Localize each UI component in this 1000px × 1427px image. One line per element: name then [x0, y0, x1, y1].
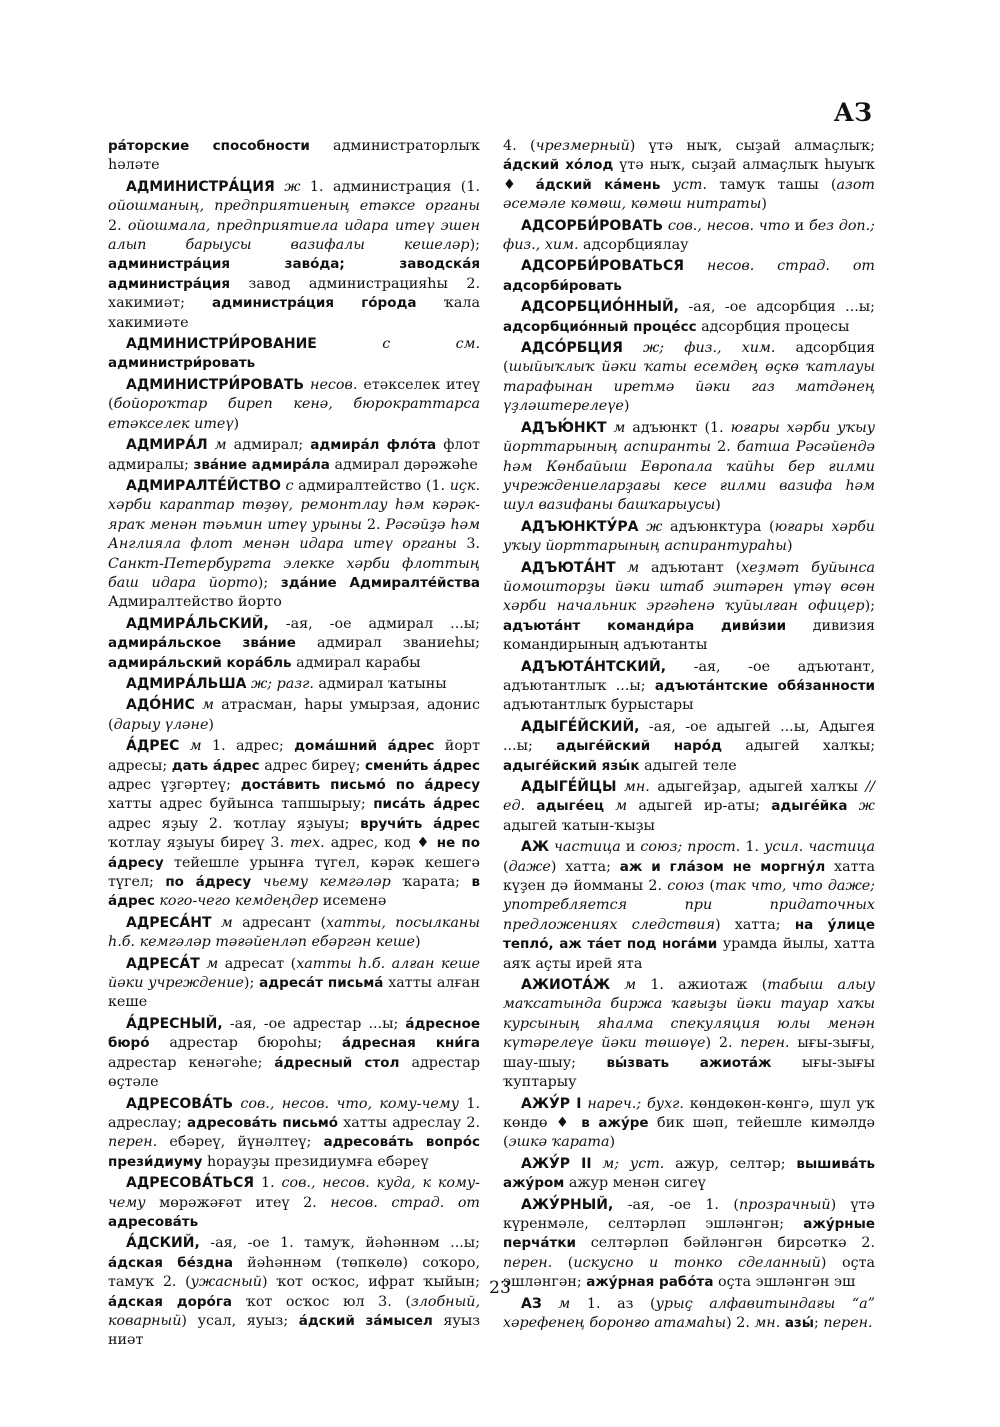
definition-text: 2.	[108, 217, 128, 234]
example-phrase: в ажу́ре	[581, 1114, 649, 1131]
definition-text: -ая, -ое 1. (	[613, 1196, 739, 1213]
definition-text: 2.	[711, 439, 737, 456]
italic-note: юғары хәрби уҡыу йорттарының аспиранты	[503, 419, 875, 456]
definition-text: 1.	[740, 839, 765, 856]
definition-text: -ая, -ое адрестар ...ы;	[222, 1015, 406, 1032]
example-phrase: ра́торские способности	[108, 138, 310, 154]
definition-text: 2.	[361, 516, 386, 533]
definition-text: 4. (	[503, 138, 536, 154]
headword: АДМИНИСТРИ́РОВАНИЕ	[126, 336, 317, 353]
example-phrase: азы́	[784, 1314, 814, 1331]
dictionary-entry	[108, 376, 480, 434]
definition-text: хатта күҙен дә йомманы 2.	[503, 858, 875, 895]
definition-text: 1. ажиотаж (	[636, 977, 768, 994]
italic-note: м	[199, 955, 219, 972]
dictionary-entry	[108, 914, 480, 953]
italic-note: азот әсемәле көмөш, көмөш нитраты	[503, 176, 875, 213]
definition-text: );	[257, 574, 281, 591]
italic-note: Санкт-Петербургта элекке хәрби флоттың баш идара йорто	[108, 555, 480, 591]
example-phrase: на у́лице тепло́, аж та́ет под нога́ми	[503, 916, 875, 953]
definition-text: адсорбция процесы	[696, 318, 850, 335]
italic-note: так что, что даже; употребляется при придаточных предложениях следствия	[503, 878, 875, 933]
italic-note: союз	[667, 878, 705, 895]
example-phrase: в а́дрес	[108, 874, 480, 910]
definition-text: оҫта эшләнгән эш	[713, 1274, 856, 1291]
dictionary-entry	[503, 339, 875, 417]
headword: АДЫГЕ́ЙСКИЙ,	[521, 718, 640, 735]
italic-note: ж; разг.	[246, 675, 314, 692]
example-phrase: адмира́льский кора́бль	[108, 654, 292, 671]
italic-note: несов. страд. от	[684, 258, 875, 275]
italic-note: ойошмала, предприятиела идара итеү эшен алып барыусы вазифалы кешеләр	[108, 217, 481, 254]
definition-text: адыгей ҡатын-ҡыҙы	[503, 817, 655, 834]
dictionary-entry	[108, 477, 480, 613]
headword: АДРЕСА́НТ	[126, 914, 212, 931]
italic-note: частица	[548, 839, 621, 856]
definition-text: адрес, код ♦	[324, 835, 437, 852]
left-column	[108, 137, 480, 1353]
definition-text: )	[761, 196, 767, 213]
example-phrase: смени́ть а́дрес	[365, 757, 480, 774]
dictionary-entry	[503, 257, 875, 296]
definition-text: ажур менән сигеү	[564, 1175, 706, 1192]
dictionary-entry	[108, 696, 480, 735]
italic-note: ужасный	[190, 1274, 263, 1291]
italic-note: Рәсәйҙә һәм Англияла флот менән идара итеү органы	[108, 516, 480, 553]
dictionary-entry	[503, 1155, 875, 1194]
italic-note: табыш алыу маҡсатында биржа ҡағыҙы йәки тауар хаҡы курсының яһалма спекуляция юлы менән күтәрелеүе йәки төшөүе	[503, 977, 876, 1052]
definition-text: и	[789, 217, 809, 234]
definition-text: -ая, -ое адъютант, адъютантлыҡ ...ы;	[503, 658, 875, 694]
italic-note: сов., несов. куда, к кому-чему	[108, 1175, 481, 1211]
headword: АДЪЮ́НКТ	[521, 419, 607, 436]
definition-text: );	[243, 975, 260, 992]
italic-note: союз; прост.	[640, 839, 741, 856]
definition-text: етәкселек итеү (	[108, 376, 481, 413]
definition-text: хатты адреслау 2.	[338, 1114, 480, 1131]
dictionary-entry	[108, 675, 480, 694]
definition-text: );	[469, 237, 480, 254]
definition-text: ажур, селтәр;	[664, 1155, 797, 1172]
italic-note: м	[207, 437, 227, 454]
definition-text: адресант (	[232, 914, 327, 931]
italic-note: ж; физ., хим.	[622, 340, 776, 357]
headword: АДМИРАЛТЕ́ЙСТВО	[126, 477, 281, 494]
definition-text: флот адмиралы;	[108, 437, 481, 473]
italic-note: несов. страд. от	[330, 1194, 480, 1211]
headword: АДРЕСОВА́ТЬСЯ	[126, 1175, 255, 1192]
italic-note: ж	[274, 178, 301, 195]
definition-text: ) усал, яуыз;	[181, 1312, 299, 1329]
italic-note: иҫк. хәрби караптар төҙөү, ремонтлау һәм кәрәк-яраҡ менән тәьмин итеү урыны	[108, 477, 480, 533]
definition-text: адъюнктура (	[662, 518, 775, 535]
definition-text: -ая, -ое 1. тамуҡ, йәһәннәм ...ы;	[199, 1235, 480, 1252]
dictionary-entry	[503, 419, 875, 516]
dictionary-entry	[503, 838, 875, 974]
dictionary-entry	[503, 559, 875, 656]
example-phrase: а́дский за́мысел	[298, 1312, 433, 1329]
definition-text: )	[786, 538, 793, 555]
definition-text: мөрәжәғәт итеү 2.	[145, 1194, 331, 1211]
definition-text: (	[704, 878, 715, 895]
dictionary-entry	[503, 217, 875, 256]
definition-text: яуыз ниәт	[108, 1312, 480, 1349]
italic-note: чьему кемгәләр	[251, 874, 391, 891]
headword: АЖ	[521, 839, 549, 856]
definition-text: адсорбция (	[503, 340, 875, 376]
definition-text: ығы-зығы, шау-шыу;	[503, 1035, 876, 1071]
italic-note: хатты, посылканы һ.б. кемгәләр тәғәйенләп ебәргән кеше	[108, 914, 480, 951]
italic-note: без доп.; физ., хим.	[503, 217, 875, 254]
headword: АДЪЮНКТУ́РА	[521, 518, 639, 535]
italic-note: перен.	[503, 1254, 553, 1271]
headword: АЖУ́Р II	[521, 1155, 592, 1172]
continued-entry	[108, 137, 480, 176]
headword: АЖИОТА́Ж	[521, 977, 611, 994]
definition-text: бик шәп, тейешле кимәлдә (	[503, 1114, 875, 1151]
italic-note: бойороҡтар биреп кенә, бюрократтарса етәкселек итеү	[108, 396, 480, 432]
italic-note: ойошманың, предприятиеның етәксе органы	[108, 198, 480, 215]
headword: АДСО́РБЦИЯ	[521, 340, 623, 357]
example-phrase: а́дский ка́мень	[535, 176, 661, 193]
example-phrase: адмира́л фло́та	[310, 437, 437, 454]
italic-note: сов., несов. что, кому-чему	[233, 1095, 460, 1112]
example-phrase: а́дресный стол	[274, 1054, 400, 1071]
dictionary-entry	[108, 1095, 480, 1173]
headword: АДМИРА́ЛЬСКИЙ,	[126, 615, 269, 632]
dictionary-entry	[108, 737, 480, 912]
example-phrase: не по а́дресу	[108, 835, 480, 871]
definition-text: адъюнкт (1.	[625, 419, 731, 436]
definition-text: хатты адрес буйынса тапшырыу;	[108, 796, 374, 813]
italic-note: нареч.; бухг.	[581, 1095, 684, 1112]
example-phrase: администри́ровать	[108, 355, 256, 372]
headword: АЖУ́Р I	[521, 1095, 582, 1112]
definition-text: адыгей ир-аты;	[627, 798, 772, 815]
example-phrase: адсорбцио́нный проце́сс	[503, 318, 697, 335]
dictionary-entry	[108, 955, 480, 1013]
italic-note: хатты һ.б. алған кеше йәки учреждение	[108, 955, 480, 992]
definition-text: адмирал ҡатыны	[313, 675, 447, 692]
definition-text: (	[503, 858, 509, 875]
italic-note: м	[615, 559, 640, 576]
definition-text: )	[715, 497, 721, 514]
headword: АДМИРА́Л	[126, 437, 208, 454]
example-phrase: зда́ние Адмиралте́йства	[280, 574, 480, 591]
dictionary-entry	[108, 615, 480, 673]
definition-text: -ая, -ое адмирал ...ы;	[268, 615, 480, 632]
page-number: 23	[489, 1278, 511, 1298]
example-phrase: по а́дресу	[165, 874, 252, 891]
italic-note: тех.	[290, 835, 325, 852]
headword: АДСОРБИ́РОВАТЬСЯ	[521, 258, 685, 275]
example-phrase: адыге́йка	[771, 798, 848, 815]
italic-note: ж	[847, 798, 876, 815]
example-phrase: писа́ть а́дрес	[373, 796, 480, 813]
dictionary-entry	[503, 718, 875, 776]
definition-text: адъютант (	[639, 559, 742, 576]
italic-note: юғары хәрби уҡыу йорттарының аспирантураһы	[503, 518, 875, 555]
example-phrase: доста́вить письмо́ по а́дресу	[240, 777, 481, 793]
example-phrase: адреса́т письма́	[259, 975, 384, 992]
example-phrase: зва́ние адмира́ла	[193, 456, 330, 473]
definition-text: исеменә	[318, 893, 387, 910]
definition-text: һорауҙы президиумға ебәреү	[202, 1153, 429, 1170]
italic-note: перен.	[740, 1035, 790, 1052]
definition-text: адрес биреү;	[259, 757, 366, 774]
definition-text: көндөкөн-көнгә, шул уҡ көндө ♦	[503, 1095, 875, 1131]
definition-text: йәһәннәм (төпкөлө) соҡоро, тамуҡ 2. (	[108, 1254, 480, 1291]
definition-text: адмирал;	[226, 437, 311, 454]
continued-entry	[503, 137, 875, 215]
definition-text: тамуҡ ташы (	[707, 176, 837, 193]
definition-text: )	[414, 934, 421, 951]
definition-text: ;	[813, 1314, 824, 1331]
italic-note: дарыу үләне	[113, 716, 209, 733]
definition-text: и	[620, 839, 641, 856]
italic-note: м; уст.	[591, 1155, 665, 1172]
example-phrase: а́дская доро́га	[108, 1293, 232, 1310]
definition-text: адресат (	[218, 955, 297, 972]
dictionary-entry	[108, 1015, 480, 1093]
italic-note: перен.	[823, 1314, 873, 1331]
definition-text: )	[233, 415, 240, 432]
dictionary-entry	[108, 335, 480, 374]
italic-note: мн.	[754, 1314, 781, 1331]
italic-note: // ед.	[503, 779, 875, 815]
headword: АЖУ́РНЫЙ,	[521, 1196, 614, 1213]
example-phrase: вручи́ть а́дрес	[360, 815, 480, 832]
definition-text: администраторлыҡ һәләте	[108, 138, 480, 174]
headword: АДСОРБИ́РОВАТЬ	[521, 217, 664, 234]
italic-note: м	[603, 798, 628, 815]
dictionary-entry	[503, 778, 875, 836]
running-header: АЗ	[833, 98, 872, 127]
right-column	[503, 137, 875, 1335]
definition-text: Адмиралтейство йорто	[108, 594, 282, 611]
headword: А́ДРЕСНЫЙ,	[126, 1015, 223, 1032]
example-phrase: адыге́йский наро́д	[556, 738, 722, 755]
definition-text: адрестар өҫтәле	[108, 1054, 480, 1091]
dictionary-entry	[108, 1174, 480, 1232]
italic-note: чрезмерный	[535, 138, 630, 154]
italic-note: ж	[638, 518, 663, 535]
definition-text: ) үтә ныҡ, сыҙай алмаҫлыҡ;	[629, 138, 875, 154]
headword: АЗ	[521, 1295, 542, 1312]
italic-note: прозрачный	[738, 1196, 831, 1213]
example-phrase: вышива́ть ажу́ром	[503, 1155, 875, 1192]
dictionary-entry	[503, 658, 875, 716]
definition-text: адмиралтейство (1.	[293, 477, 450, 494]
definition-text: адъютантлыҡ бурыстары	[503, 697, 694, 714]
example-phrase: адресова́ть	[108, 1213, 199, 1230]
italic-note: м	[541, 1295, 571, 1312]
headword: А́ДРЕС	[126, 738, 180, 755]
example-phrase: адъюта́нтские обя́занности	[654, 677, 875, 694]
definition-text: -ая, -ое адсорбция ...ы;	[679, 299, 875, 316]
definition-text: );	[864, 598, 875, 615]
italic-note: кого-чего кемдеңдер	[154, 893, 319, 910]
definition-text	[525, 798, 536, 814]
italic-note: уст.	[660, 176, 708, 193]
definition-text: )	[208, 716, 214, 733]
headword: АДЪЮТА́НТСКИЙ,	[521, 658, 667, 675]
definition-text: ебәреү, йүнәлтеү;	[157, 1134, 324, 1151]
example-phrase: адыге́ец	[536, 798, 604, 815]
definition-text: ) 2.	[726, 1314, 755, 1331]
definition-text: 1. адреслау;	[108, 1095, 480, 1131]
definition-text: ) үтә күренмәле, селтәрләп эшләнгән;	[503, 1196, 875, 1232]
example-phrase: а́дская бе́здна	[108, 1254, 234, 1271]
italic-note: эшкә ҡарата	[508, 1134, 610, 1151]
italic-note: урыҫ алфавитындағы “а” хәрефенең боронғо атамаһы	[503, 1295, 875, 1331]
italic-note: злобный, коварный	[108, 1293, 480, 1329]
definition-text: адыгей теле	[639, 757, 737, 774]
example-phrase: администра́ция го́рода	[211, 295, 417, 312]
definition-text: атрасман, һары умырзая, адонис (	[108, 697, 480, 733]
italic-note: с	[280, 477, 294, 494]
italic-note: искусно и тонко сделанный	[573, 1254, 821, 1271]
headword: АДРЕСОВА́ТЬ	[126, 1095, 234, 1112]
italic-note: хеҙмәт буйынса йомошторҙы йәки штаб эштәрен үтәү өсөн хәрби начальник эргәһенә ҡуйылған офицер	[503, 559, 875, 615]
headword: АДРЕСА́Т	[126, 955, 200, 972]
example-phrase: ажу́рная рабо́та	[586, 1274, 714, 1291]
headword: АДСОРБЦИО́ННЫЙ,	[521, 299, 679, 316]
definition-text: ) ҡот осҡос, ифрат ҡыйын;	[262, 1274, 480, 1291]
definition-text: селтәрләп бәйләнгән бирсәткә 2.	[575, 1235, 875, 1252]
dictionary-entry	[503, 976, 875, 1092]
headword: АДО́НИС	[126, 697, 195, 714]
dictionary-entry	[503, 298, 875, 337]
definition-text: адсорбциялау	[578, 237, 689, 254]
dictionary-entry	[108, 178, 480, 333]
example-phrase: адресова́ть вопро́с прези́диуму	[108, 1134, 480, 1170]
italic-note: батша Рәсәйендә һәм Көнбайыш Европала ҡайһы бер ғилми учреждениеларҙағы кесе ғилми вазифа һәм шул вазифаны башҡарыусы	[503, 439, 875, 514]
example-phrase: дать а́дрес	[171, 757, 260, 774]
definition-text: урамда йылы, хатта аяҡ аҫты ирей ята	[503, 936, 876, 972]
definition-text: 1. аз (	[570, 1295, 656, 1312]
definition-text: ҡот осҡос юл 3. (	[231, 1293, 411, 1310]
dictionary-entry	[108, 436, 480, 475]
definition-text: адмирал званиеһы;	[295, 635, 480, 652]
dictionary-entry	[503, 1095, 875, 1153]
headword: АДМИНИСТРИ́РОВАТЬ	[126, 376, 305, 393]
definition-text: адрес үҙгәртеү;	[108, 777, 241, 793]
headword: АДЫГЕ́ЙЦЫ	[521, 779, 617, 795]
definition-text: ҡала хакимиәте	[108, 295, 480, 331]
definition-text: 3.	[456, 536, 480, 553]
example-phrase: вы́звать ажиота́ж	[606, 1054, 772, 1071]
italic-note: перен.	[108, 1134, 158, 1151]
example-phrase: аж и гла́зом не моргну́л	[619, 858, 826, 875]
headword: АДЪЮТА́НТ	[521, 559, 616, 576]
italic-note: мн.	[616, 779, 650, 795]
definition-text: 1. адрес;	[201, 738, 295, 755]
definition-text: ҡарата;	[390, 874, 472, 891]
definition-text: )	[623, 398, 630, 415]
italic-note: м	[211, 914, 233, 931]
definition-text: хатты алған кеше	[108, 975, 480, 1011]
definition-text: ) хатта;	[550, 858, 620, 875]
italic-note: шыйыҡлыҡ йәки ҡаты есемдең өҫкө ҡатлауы тарафынан иретмә йәки газ матдәнең үҙләштерелеүе	[503, 359, 875, 415]
example-phrase: адресова́ть письмо́	[186, 1114, 339, 1131]
definition-text: дивизия командирының адъютанты	[503, 617, 875, 654]
definition-text: 1.	[254, 1175, 282, 1192]
definition-text: адрестар кенәгәһе;	[108, 1054, 275, 1071]
italic-note: м	[606, 419, 626, 436]
example-phrase: адыге́йский язы́к	[503, 757, 640, 774]
definition-text: тейешле урынға түгел, кәрәк кешегә түгел;	[108, 854, 480, 891]
italic-note: усил. частица	[764, 839, 876, 856]
definition-text: адрес яҙыу 2. ҡотлау яҙыуы;	[108, 815, 361, 832]
definition-text: адыгейҙар, адыгей халҡы	[649, 779, 866, 795]
dictionary-entry	[503, 518, 875, 557]
italic-note: даже	[508, 858, 551, 875]
example-phrase: а́дский хо́лод	[503, 157, 614, 174]
definition-text: адмирал дәрәжәһе	[329, 456, 478, 473]
definition-text: йорт адресы;	[108, 738, 480, 774]
example-phrase: дома́шний а́дрес	[294, 738, 435, 755]
headword: А́ДСКИЙ,	[126, 1235, 200, 1252]
example-phrase: а́дресное бюро́	[108, 1015, 480, 1052]
definition-text: 1. администрация (1.	[300, 178, 480, 195]
italic-note: м	[194, 697, 215, 714]
definition-text: ығы-зығы ҡуптарыу	[503, 1054, 875, 1091]
example-phrase: адмира́льское зва́ние	[108, 635, 296, 652]
example-phrase: адъюта́нт команди́ра диви́зии	[503, 617, 787, 634]
headword: АДМИРА́ЛЬША	[126, 675, 247, 692]
definition-text: -ая, -ое адыгей ...ы, Адыгея ...ы;	[503, 718, 875, 755]
example-phrase: ажу́рные перча́тки	[503, 1215, 875, 1252]
definition-text: завод администрацияһы 2. хакимиәт;	[108, 275, 480, 312]
dictionary-entry	[503, 1295, 875, 1334]
italic-note: м	[179, 738, 202, 755]
definition-text: )	[609, 1134, 616, 1151]
definition-text: үтә ныҡ, сыҙай алмаҫлыҡ һыуыҡ ♦	[503, 157, 876, 193]
definition-text: ) хатта;	[714, 916, 795, 933]
example-phrase: а́дресная кни́га	[341, 1035, 480, 1052]
italic-note: м	[610, 977, 637, 994]
italic-note: с см.	[316, 336, 480, 353]
definition-text: ) оҫта эшләнгән;	[503, 1254, 876, 1291]
definition-text: адмирал карабы	[291, 654, 421, 671]
italic-note: сов., несов. что	[663, 217, 790, 234]
definition-text: адрестар бюроһы;	[149, 1035, 342, 1052]
definition-text: ҡотлау яҙыуы биреү 3.	[108, 835, 291, 852]
headword: АДМИНИСТРА́ЦИЯ	[126, 178, 275, 195]
definition-text: ) 2.	[705, 1035, 741, 1052]
italic-note: несов.	[304, 376, 358, 393]
definition-text: адыгей халҡы;	[721, 738, 876, 755]
example-phrase: администра́ция заво́да; заводска́я администра́ция	[108, 256, 480, 292]
example-phrase: адсорби́ровать	[503, 277, 622, 294]
definition-text: (	[552, 1254, 574, 1271]
